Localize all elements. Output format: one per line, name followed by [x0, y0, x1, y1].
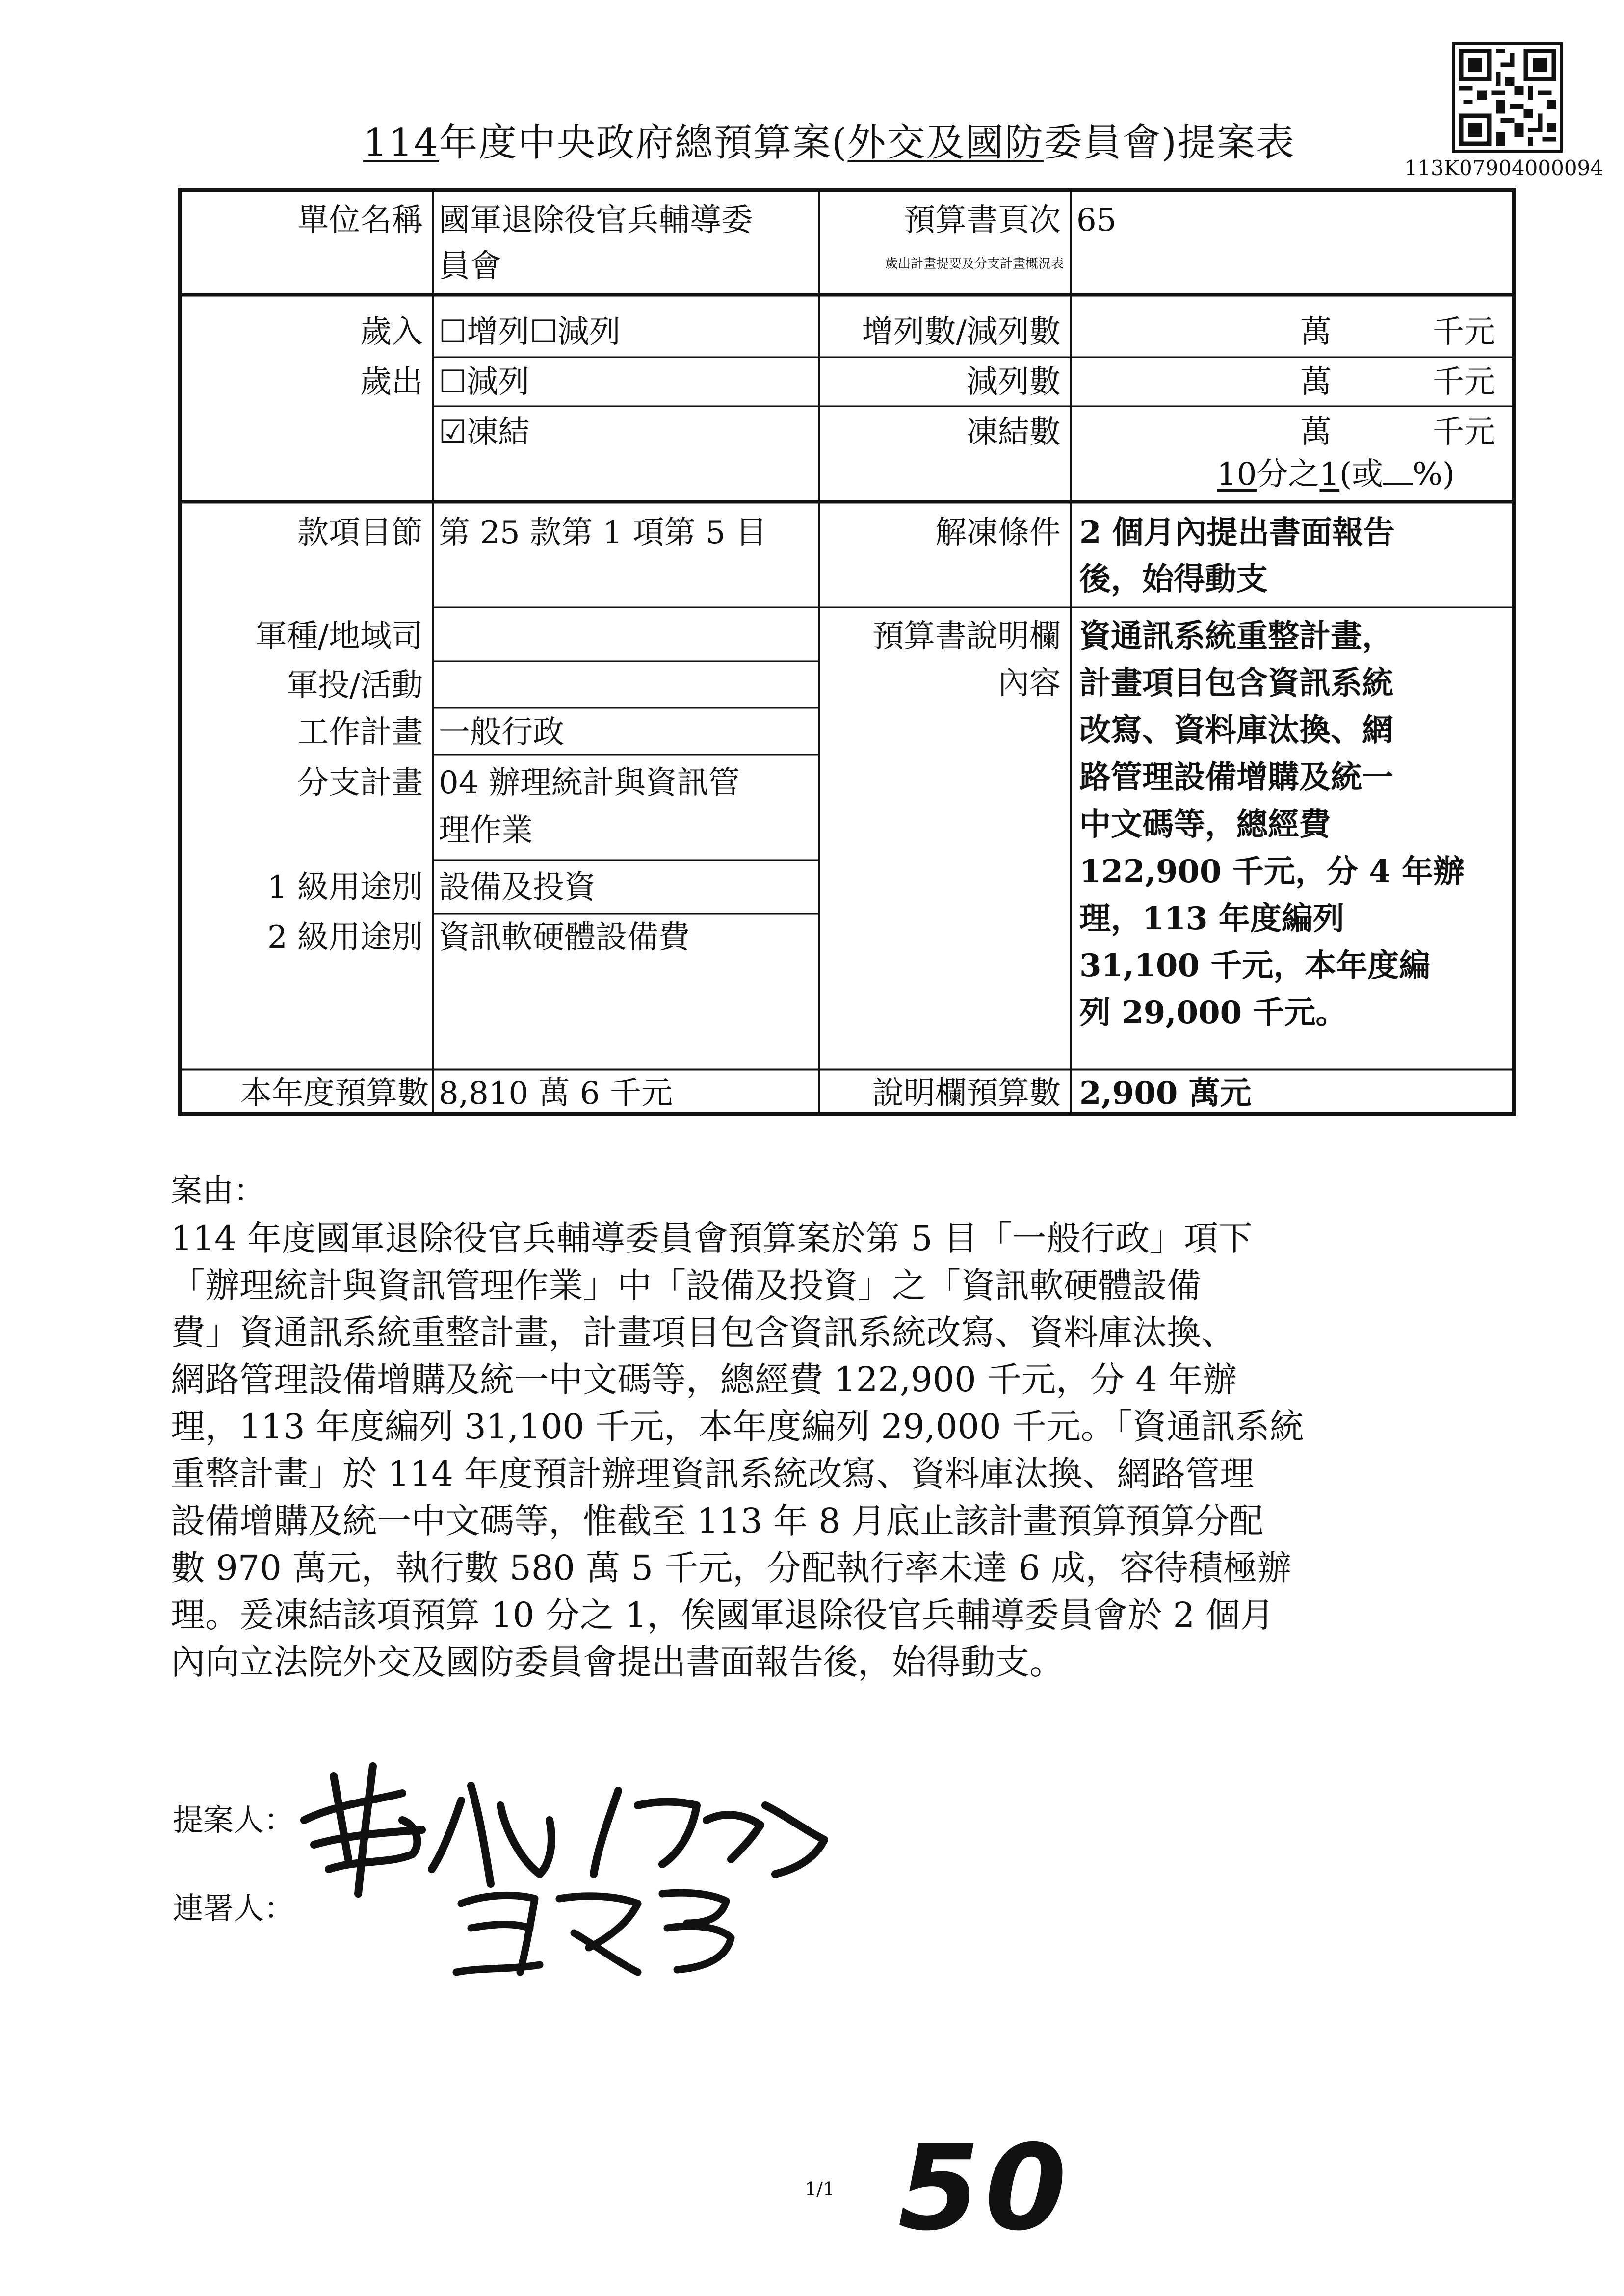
- document-number: 113K07904000094: [1404, 156, 1603, 180]
- expense-reduce-label: 減列數: [967, 364, 1061, 400]
- budget-value: 8,810 萬 6 千元: [439, 1075, 673, 1112]
- expense-label: 歲出: [360, 364, 423, 400]
- explain-budget-value: 2,900 萬元: [1079, 1075, 1252, 1112]
- freeze-unit-qian: 千元: [1433, 414, 1495, 450]
- use1-value: 設備及投資: [439, 869, 596, 906]
- reason-line: 「辦理統計與資訊管理作業」中「設備及投資」之「資訊軟硬體設備: [171, 1265, 1201, 1305]
- unfreeze-line2: 後，始得動支: [1079, 561, 1268, 598]
- reason-line: 理。爰凍結該項預算 10 分之 1，俟國軍退除役官兵輔導委員會於 2 個月: [171, 1595, 1275, 1635]
- reason-line: 114 年度國軍退除役官兵輔導委員會預算案於第 5 目「一般行政」項下: [171, 1218, 1253, 1258]
- explain-line: 理，113 年度編列: [1079, 900, 1344, 937]
- explain-label-line1: 預算書說明欄: [872, 618, 1061, 654]
- expense-reduce-option: ☐減列: [439, 364, 530, 400]
- explain-line: 路管理設備增購及統一: [1079, 759, 1393, 796]
- title-committee: 外交及國防: [847, 121, 1044, 165]
- freeze-ratio-numerator: 10: [1217, 456, 1257, 493]
- sub-plan-label: 分支計畫: [297, 765, 423, 801]
- explain-line: 122,900 千元，分 4 年辦: [1079, 853, 1465, 890]
- reason-label: 案由：: [171, 1173, 265, 1209]
- freeze-unit-wan: 萬: [1300, 414, 1332, 450]
- stamp-number: [898, 2119, 1072, 2257]
- cosigner-label: 連署人：: [173, 1890, 295, 1926]
- work-plan-value: 一般行政: [439, 714, 564, 751]
- freeze-ratio-suffix: (或: [1339, 456, 1384, 493]
- sub-plan-line2: 理作業: [439, 812, 533, 849]
- explain-label-line2: 內容: [998, 665, 1061, 702]
- stamp-number-text: 50: [898, 2119, 1072, 2257]
- item-label: 款項目節: [297, 515, 423, 551]
- sub-plan-line1: 04 辦理統計與資訊管: [439, 765, 740, 801]
- service-label: 軍種/地域司: [255, 618, 423, 654]
- use1-label: 1 級用途別: [267, 869, 423, 906]
- page-number: 1/1: [805, 2178, 835, 2200]
- reason-line: 網路管理設備增購及統一中文碼等，總經費 122,900 千元，分 4 年辦: [171, 1359, 1237, 1400]
- unit-name-value-line1: 國軍退除役官兵輔導委: [439, 202, 753, 238]
- reduce-unit-wan: 萬: [1300, 364, 1332, 400]
- freeze-ratio-end: %): [1413, 456, 1455, 493]
- title-year: 114: [363, 121, 439, 165]
- unit-name-value-line2: 員會: [439, 248, 501, 285]
- freeze-percent-blank: [1383, 453, 1413, 485]
- reason-line: 內向立法院外交及國防委員會提出書面報告後，始得動支。: [171, 1642, 1064, 1682]
- explain-line: 中文碼等，總經費: [1079, 806, 1331, 843]
- reason-line: 費」資通訊系統重整計畫，計畫項目包含資訊系統改寫、資料庫汰換、: [171, 1312, 1235, 1353]
- revenue-label: 歲入: [360, 314, 423, 350]
- proposal-form-table: [178, 188, 1516, 1116]
- explain-line: 31,100 千元，本年度編: [1079, 947, 1431, 984]
- budget-page-sub-label: 歲出計畫提要及分支計畫概況表: [885, 257, 1064, 271]
- qr-code-icon: [1452, 42, 1563, 153]
- unfreeze-label: 解凍條件: [935, 515, 1061, 551]
- expense-freeze-label: 凍結數: [967, 414, 1061, 450]
- reason-section: [171, 1168, 1535, 1686]
- use2-value: 資訊軟硬體設備費: [439, 919, 690, 956]
- page-title: [265, 112, 1393, 167]
- unit-name-label: 單位名稱: [297, 202, 423, 238]
- reason-line: 重整計畫」於 114 年度預計辦理資訊系統改寫、資料庫汰換、網路管理: [171, 1454, 1255, 1494]
- explain-line: 資通訊系統重整計畫，: [1079, 618, 1393, 654]
- freeze-ratio: [1217, 451, 1455, 498]
- revenue-options: ☐增列☐減列: [439, 314, 621, 350]
- reduce-unit-qian: 千元: [1433, 364, 1495, 400]
- reason-line: 設備增購及統一中文碼等，惟截至 113 年 8 月底止該計畫預算預算分配: [171, 1501, 1264, 1541]
- explain-line: 改寫、資料庫汰換、網: [1079, 712, 1393, 749]
- freeze-ratio-denominator: 1: [1319, 456, 1340, 493]
- budget-label: 本年度預算數: [240, 1075, 429, 1112]
- unfreeze-line1: 2 個月內提出書面報告: [1079, 514, 1395, 551]
- revenue-amount-label: 增列數/減列數: [862, 314, 1061, 350]
- work-plan-label: 工作計畫: [297, 714, 423, 751]
- budget-page-value: 65: [1076, 202, 1117, 238]
- explain-budget-label: 說明欄預算數: [872, 1075, 1061, 1112]
- cosigner-signature: [442, 1874, 746, 1982]
- revenue-unit-qian: 千元: [1433, 314, 1495, 350]
- proposer-label: 提案人：: [173, 1802, 295, 1838]
- title-part1: 年度中央政府總預算案(: [439, 121, 848, 165]
- use2-label: 2 級用途別: [267, 919, 423, 956]
- title-part2: 委員會)提案表: [1044, 121, 1295, 165]
- budget-page-label: 預算書頁次: [904, 202, 1061, 238]
- reason-line: 數 970 萬元，執行數 580 萬 5 千元，分配執行率未達 6 成，容待積極辦: [171, 1548, 1292, 1588]
- explain-line: 列 29,000 千元。: [1079, 994, 1347, 1031]
- item-value: 第 25 款第 1 項第 5 目: [439, 515, 767, 551]
- freeze-ratio-mid: 分之: [1257, 456, 1320, 493]
- reason-line: 理，113 年度編列 31,100 千元，本年度編列 29,000 千元。「資通訊系統: [171, 1407, 1304, 1447]
- revenue-unit-wan: 萬: [1300, 314, 1332, 350]
- expense-freeze-option: ☑凍結: [439, 414, 530, 450]
- investment-label: 軍投/活動: [287, 667, 423, 704]
- explain-line: 計畫項目包含資訊系統: [1079, 665, 1393, 702]
